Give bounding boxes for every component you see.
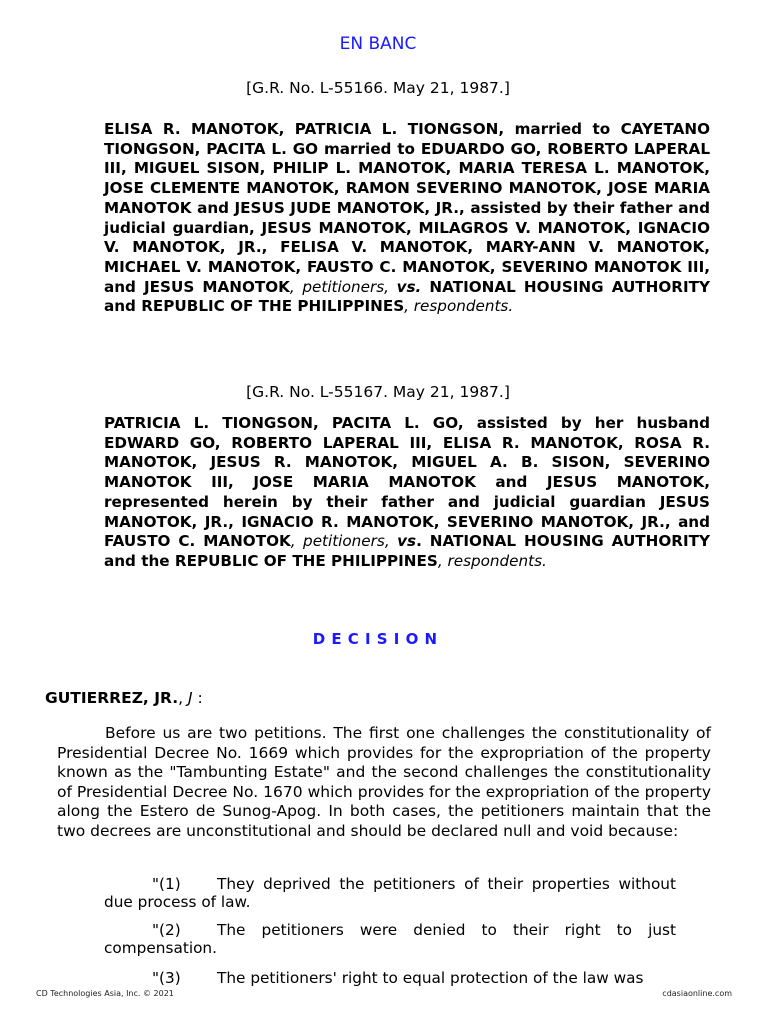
opening-paragraph <box>57 724 711 842</box>
list-item <box>104 921 676 957</box>
ponente-line <box>45 689 203 707</box>
list-item-text: The petitioners' right to equal protection of the law was <box>217 969 644 987</box>
petitioners-label: , petitioners, <box>290 532 398 551</box>
list-item <box>104 969 676 987</box>
case-caption-1 <box>104 120 710 317</box>
list-item-text: The petitioners were denied to their right to just compensation. <box>104 921 676 957</box>
petitioners-label: , petitioners, <box>289 277 397 296</box>
list-item-number: "(2) <box>152 921 181 939</box>
respondents-label: , respondents. <box>404 297 514 316</box>
versus-label: vs. <box>396 277 422 296</box>
decision-heading: DECISION <box>312 630 444 648</box>
ponente-colon: : <box>192 689 203 707</box>
ponente-name: GUTIERREZ, JR. <box>45 689 179 707</box>
respondents-label: , respondents. <box>437 551 547 570</box>
case-number-1: [G.R. No. L-55166. May 21, 1987.] <box>246 79 510 97</box>
petitioners-names: PATRICIA L. TIONGSON, PACITA L. GO, assisted by her husband EDWARD GO, ROBERTO LAPERAL III, ELISA R. MANOTOK, ROSA R. MANOTOK, JESUS R. MANOTOK, MIGUEL A. B. SISON, SEVERINO MANOTOK III, JOSE MARIA MANOTOK and JESUS MANOTOK, represented herein by their father and judicial guardian JESUS MANOTOK, JR., IGNACIO R. MANOTOK, SEVERINO MANOTOK, JR., and FAUSTO C. MANOTOK <box>104 414 710 551</box>
ponente-title: J <box>187 689 193 707</box>
footer-copyright: CD Technologies Asia, Inc. © 2021 <box>36 989 174 998</box>
respondents-names: . NATIONAL HOUSING AUTHORITY and the REPUBLIC OF THE PHILIPPINES <box>104 532 710 570</box>
court-division-heading: EN BANC <box>339 34 417 54</box>
opening-paragraph-text: Before us are two petitions. The first one challenges the constitutionality of Presidential Decree No. 1669 which provides for the expropriation of the property known as the "Tambunting Estate" and the second challenges the constitutionality of Presidential Decree No. 1670 which provides for the expropriation of the property along the Estero de Sunog-Apog. In both cases, the petitioners maintain that the two decrees are unconstitutional and should be declared null and void because: <box>57 724 711 840</box>
respondents-names: NATIONAL HOUSING AUTHORITY and REPUBLIC OF THE PHILIPPINES <box>104 277 710 316</box>
petitioners-names: ELISA R. MANOTOK, PATRICIA L. TIONGSON, married to CAYETANO TIONGSON, PACITA L. GO married to EDUARDO GO, ROBERTO LAPERAL III, MIGUEL SISON, PHILIP L. MANOTOK, MARIA TERESA L. MANOTOK, JOSE CLEMENTE MANOTOK, RAMON SEVERINO MANOTOK, JOSE MARIA MANOTOK and JESUS JUDE MANOTOK, JR., assisted by their father and judicial guardian, JESUS MANOTOK, MILAGROS V. MANOTOK, IGNACIO V. MANOTOK, JR., FELISA V. MANOTOK, MARY-ANN V. MANOTOK, MICHAEL V. MANOTOK, FAUSTO C. MANOTOK, SEVERINO MANOTOK III, and JESUS MANOTOK <box>104 120 710 296</box>
list-item <box>104 875 676 911</box>
case-number-2: [G.R. No. L-55167. May 21, 1987.] <box>246 383 510 401</box>
list-item-number: "(3) <box>152 969 181 987</box>
ponente-separator: , <box>178 689 188 707</box>
case-caption-2 <box>104 414 710 572</box>
list-item-text: They deprived the petitioners of their properties without due process of law. <box>104 875 676 911</box>
footer-site: cdasiaonline.com <box>662 989 732 998</box>
versus-label: vs <box>397 532 417 551</box>
list-item-number: "(1) <box>152 875 181 893</box>
